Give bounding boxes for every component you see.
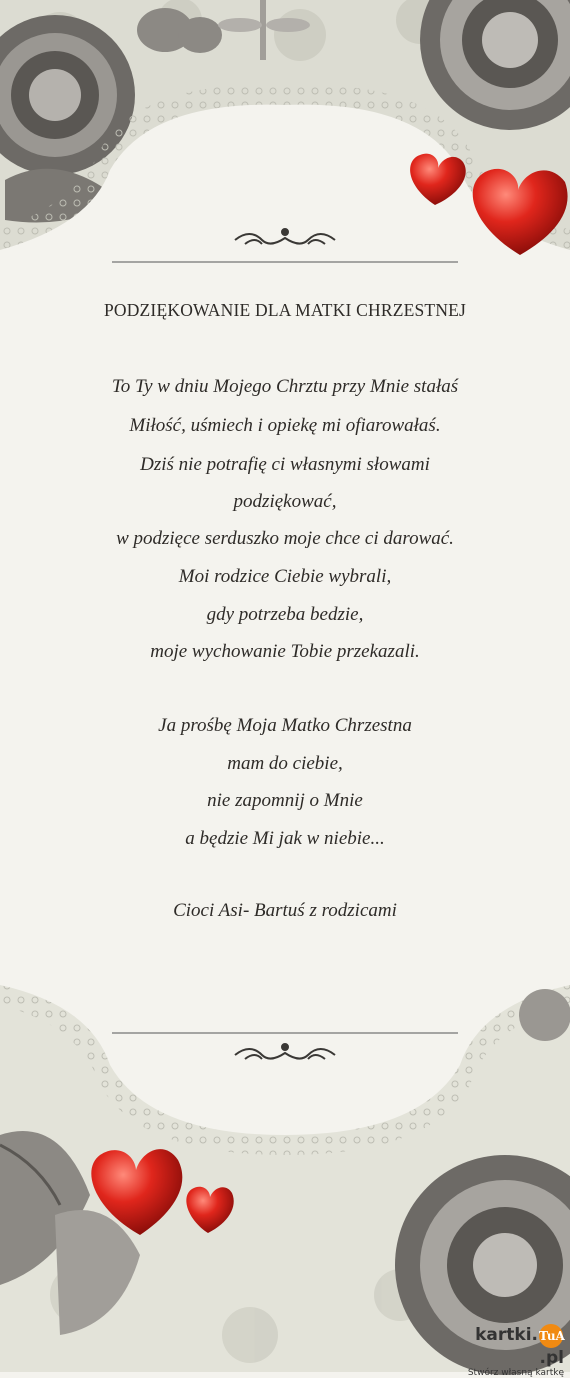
poem-line: gdy potrzeba bedzie,	[206, 604, 364, 625]
poem-line: To Ty w dniu Mojego Chrztu przy Mnie stałaś	[111, 376, 459, 397]
poem-line: nie zapomnij o Mnie	[207, 790, 363, 811]
top-decoration	[0, 0, 570, 330]
logo-prefix: kartki.	[475, 1325, 538, 1345]
poem-line: mam do ciebie,	[227, 753, 343, 774]
poem-line: moje wychowanie Tobie przekazali.	[150, 641, 420, 662]
poem-line: Miłość, uśmiech i opiekę mi ofiarowałaś.	[129, 415, 441, 436]
bottom-decoration	[0, 965, 570, 1372]
signature: Cioci Asi- Bartuś z rodzicami	[173, 900, 397, 921]
poem-line: a będzie Mi jak w niebie...	[185, 828, 385, 849]
poem-line: w podzięce serduszko moje chce ci darować.	[116, 528, 454, 549]
kartki-logo[interactable]	[452, 1324, 565, 1378]
logo-suffix: .pl	[539, 1348, 564, 1368]
poem-line: podziękować,	[233, 491, 337, 512]
poem-line: Dziś nie potrafię ci własnymi słowami	[140, 454, 430, 475]
card-title: PODZIĘKOWANIE DLA MATKI CHRZESTNEJ	[103, 300, 467, 320]
logo-tagline: Stwórz własną kartkę	[467, 1368, 564, 1378]
logo-badge: TuA	[539, 1324, 563, 1348]
poem-line: Moi rodzice Ciebie wybrali,	[178, 566, 392, 587]
poem-line: Ja prośbę Moja Matko Chrzestna	[158, 715, 412, 736]
